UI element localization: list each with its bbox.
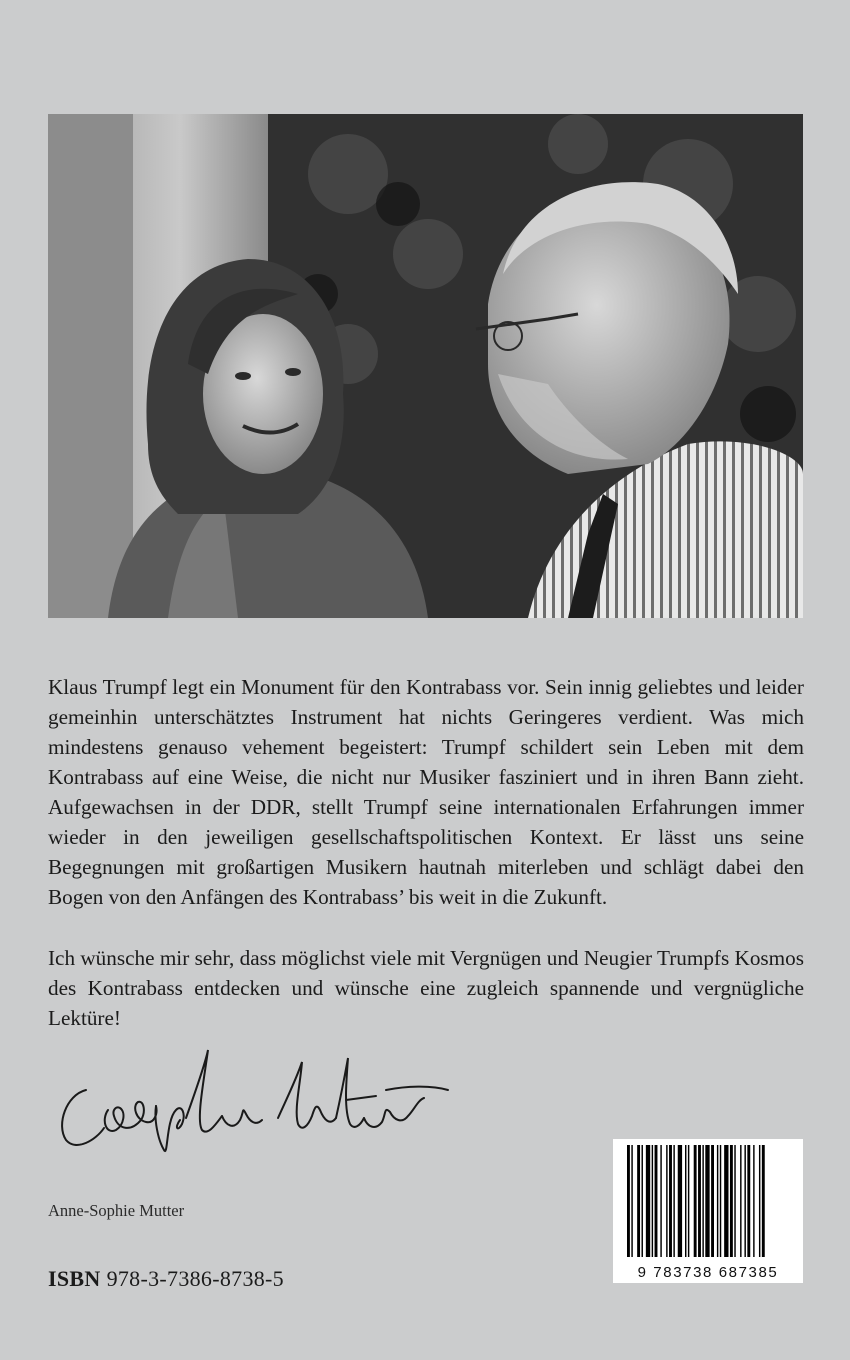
barcode-bar xyxy=(762,1145,765,1257)
barcode-bar xyxy=(740,1145,741,1257)
barcode-bar xyxy=(637,1145,640,1257)
barcode-bar xyxy=(730,1145,733,1257)
barcode-bar xyxy=(724,1145,728,1257)
barcode xyxy=(613,1139,803,1283)
cover-photo xyxy=(48,114,803,618)
barcode-bar xyxy=(734,1145,735,1257)
barcode-bar xyxy=(717,1145,718,1257)
barcode-bar xyxy=(655,1145,658,1257)
barcode-bar xyxy=(678,1145,682,1257)
barcode-bar xyxy=(642,1145,643,1257)
blurb-paragraph-1: Klaus Trumpf legt ein Monument für den Kontrabass vor. Sein innig geliebtes und leider gemeinhin unterschätztes Instrument hat nichts Geringeres verdient. Was mich mindestens genauso vehement begeistert: Trumpf schildert sein Leben mit dem Kontrabass auf eine Weise, die nicht nur Musiker fasziniert und in ihren Bann zieht. Aufgewachsen in der DDR, stellt Trumpf seine internationalen Erfahrungen immer wieder in den jeweiligen gesellschaftspolitischen Kontext. Er lässt uns seine Begegnungen mit großartigen Musikern hautnah miterleben und schlägt dabei den Bogen von den Anfängen des Kontrabass’ bis weit in die Zukunft. xyxy=(48,675,804,909)
barcode-bar xyxy=(627,1145,630,1257)
barcode-bar xyxy=(694,1145,697,1257)
isbn-label: ISBN xyxy=(48,1266,101,1291)
isbn-number: 978-3-7386-8738-5 xyxy=(106,1266,284,1291)
author-name: Anne-Sophie Mutter xyxy=(48,1201,185,1220)
barcode-bar xyxy=(744,1145,745,1257)
barcode-bar xyxy=(711,1145,714,1257)
barcode-bar xyxy=(705,1145,709,1257)
barcode-bar xyxy=(660,1145,661,1257)
barcode-bar xyxy=(698,1145,701,1257)
barcode-digits: 9 783738 687385 xyxy=(637,1264,779,1281)
isbn xyxy=(48,1266,284,1292)
signature xyxy=(46,1040,456,1170)
barcode-bar xyxy=(702,1145,703,1257)
barcode-bar xyxy=(688,1145,689,1257)
barcode-bar xyxy=(652,1145,653,1257)
barcode-bar xyxy=(759,1145,760,1257)
blurb-text xyxy=(48,672,804,1064)
blurb-paragraph-2: Ich wünsche mir sehr, dass möglichst viele mit Vergnügen und Neugier Trumpfs Kosmos des Kontrabass entdecken und wünsche eine zugleich spannende und vergnügliche Lektüre! xyxy=(48,946,804,1030)
barcode-bar xyxy=(685,1145,686,1257)
barcode-bar xyxy=(646,1145,650,1257)
barcode-bar xyxy=(669,1145,672,1257)
barcode-bar xyxy=(631,1145,632,1257)
barcode-bar xyxy=(753,1145,754,1257)
barcode-bars xyxy=(613,1139,803,1263)
barcode-bar xyxy=(673,1145,674,1257)
barcode-bar xyxy=(720,1145,721,1257)
barcode-bar xyxy=(666,1145,667,1257)
barcode-bar xyxy=(747,1145,750,1257)
